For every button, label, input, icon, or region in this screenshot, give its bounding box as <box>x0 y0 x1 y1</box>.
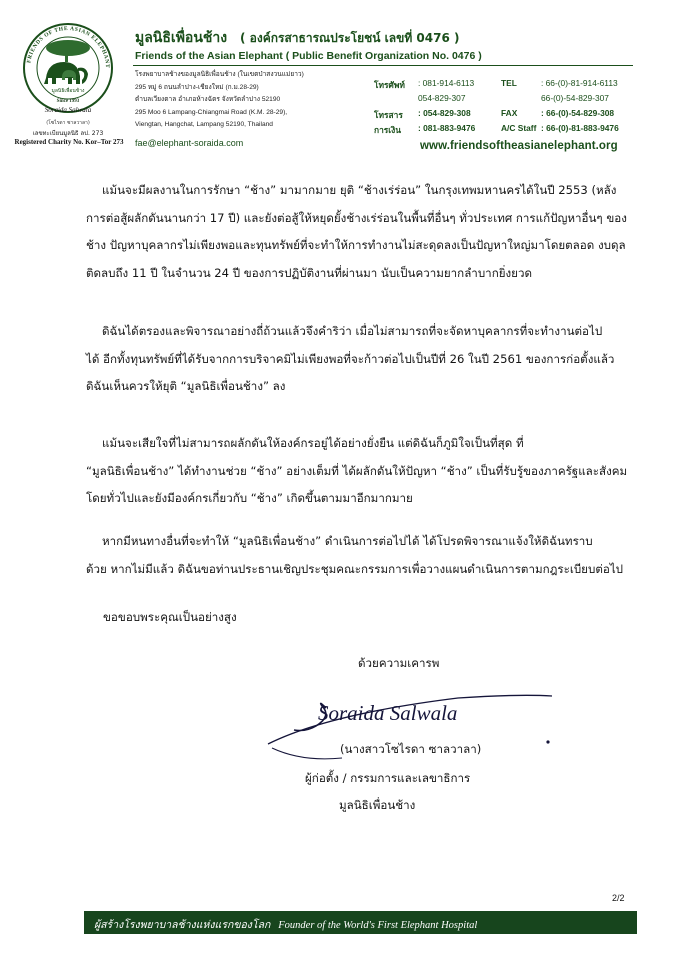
paragraph-3 <box>86 430 638 513</box>
address-th-2: 295 หมู่ 6 ถนนลำปาง-เชียงใหม่ (ก.ม.28-29) <box>135 83 259 91</box>
page-number: 2/2 <box>612 893 625 903</box>
signer-name: (นางสาวโซไรดา ซาลวาลา) <box>340 742 482 756</box>
org-name-th: มูลนิธิเพื่อนช้าง <box>135 30 228 46</box>
org-type-th: ( องค์กรสาธารณประโยชน์ เลขที่ 0476 ) <box>240 31 460 45</box>
org-name-en: Friends of the Asian Elephant ( Public Benefit Organization No. 0476 ) <box>135 50 482 62</box>
logo-ring-text: FRIENDS OF THE ASIAN ELEPHANT <box>26 25 111 69</box>
thanks-line: ขอขอบพระคุณเป็นอย่างสูง <box>103 610 237 624</box>
paragraph-line: โดยทั่วไปและยังมีองค์กรเกี่ยวกับ “ช้าง” เกิดขึ้นตามมาอีกมากมาย <box>86 491 413 505</box>
closing-regards: ด้วยความเคารพ <box>358 656 440 670</box>
contact-label-en: TEL <box>501 78 517 88</box>
contact-label-th: การเงิน <box>374 125 401 135</box>
contact-value-th: 054-829-307 <box>418 93 466 103</box>
contact-value-en: : 66-(0)-81-883-9476 <box>541 123 619 133</box>
org-name-th-line <box>135 27 460 49</box>
email-link[interactable]: fae@elephant-soraida.com <box>135 138 244 148</box>
address-th-1: โรงพยาบาลช้างของมูลนิธิเพื่อนช้าง (ในเขตป่าสงวนแม่ยาว) <box>135 71 304 78</box>
address-en-2: Viengtan, Hangchat, Lampang 52190, Thailand <box>135 121 273 128</box>
address-en-1: 295 Moo 6 Lampang-Chiangmai Road (K.M. 28-29), <box>135 108 288 116</box>
logo-founder-name: (โซไรดา ซาลวาลา) <box>46 120 90 126</box>
paragraph-2 <box>86 318 638 401</box>
footer-text <box>94 916 477 933</box>
paragraph-line: ติดลบถึง 11 ปี ในจำนวน 24 ปี ของการปฏิบัติงานที่ผ่านมา นับเป็นความยากลำบากยิ่งยวด <box>86 265 532 280</box>
contact-value-th: : 081-883-9476 <box>418 123 476 133</box>
contact-value-en: : 66-(0)-54-829-308 <box>541 108 615 118</box>
paragraph-line: แม้นจะเสียใจที่ไม่สามารถผลักดันให้องค์กรอยู่ได้อย่างยั่งยืน แต่ดิฉันก็ภูมิใจเป็นที่สุด ที่ <box>102 436 524 450</box>
contact-label-th: โทรสาร <box>374 110 403 120</box>
logo-since: Since 1993 <box>56 99 80 104</box>
address-th-3: ตำบลเวียงตาล อำเภอห้างฉัตร จังหวัดลำปาง 52190 <box>135 96 281 103</box>
logo-thai-text: มูลนิธิเพื่อนช้าง <box>51 88 85 94</box>
logo-signature: Soraida Salwala <box>44 106 92 114</box>
header-divider <box>133 65 633 66</box>
footer-text-en: Founder of the World's First Elephant Hospital <box>278 920 478 931</box>
paragraph-line: ดิฉันเห็นควรให้ยุติ “มูลนิธิเพื่อนช้าง” ลง <box>86 379 286 393</box>
contact-label-th: โทรศัพท์ <box>374 80 405 90</box>
paragraph-line: ได้ อีกทั้งทุนทรัพย์ที่ได้รับจากการบริจาคมิไม่เพียงพอที่จะก้าวต่อไปเป็นปีที่ 26 ในปี 2561 ของการก่อตั้งแล้ว <box>86 351 615 366</box>
website-link[interactable]: www.friendsoftheasianelephant.org <box>420 140 618 152</box>
contact-value-en: : 66-(0)-81-914-6113 <box>541 78 618 88</box>
paragraph-4 <box>86 528 638 583</box>
registration-en: Registered Charity No. Kor–Tor 273 <box>14 138 124 146</box>
paragraph-line: “มูลนิธิเพื่อนช้าง” ได้ทำงานช่วย “ช้าง” อย่างเต็มที่ ได้ผลักดันให้ปัญหา “ช้าง” เป็นที่รับรู้ของภาครัฐและสังคม <box>86 463 628 478</box>
paragraph-line: ช้าง ปัญหาบุคลากรไม่เพียงพอและทุนทรัพย์ที่จะทำให้การทำงานไม่สะดุดลงเป็นปัญหาใหญ่มาโดยตลอด งบดุล <box>86 238 626 252</box>
paragraph-1 <box>86 177 638 287</box>
contact-value-th: : 081-914-6113 <box>418 78 475 88</box>
paragraph-line: การต่อสู้ผลักดันนานกว่า 17 ปี) และยังต่อสู้ให้หยุดยั้งช้างเร่ร่อนในพื้นที่อื่นๆ ทั่วประเทศ การแก้ปัญหาอื่นๆ ของ <box>86 210 627 225</box>
contact-label-en: FAX <box>501 108 518 118</box>
paragraph-line: แม้นจะมีผลงานในการรักษา “ช้าง” มามากมาย ยุติ “ช้างเร่ร่อน” ในกรุงเทพมหานครได้ในปี 2553 (หลัง <box>102 183 617 197</box>
signer-org: มูลนิธิเพื่อนช้าง <box>339 798 416 812</box>
footer-text-th: ผู้สร้างโรงพยาบาลช้างแห่งแรกของโลก <box>94 920 271 931</box>
address-block <box>135 69 373 132</box>
contact-value-en: 66-(0)-54-829-307 <box>541 93 609 103</box>
paragraph-line: ดิฉันได้ตรองและพิจารณาอย่างถี่ถ้วนแล้วจึงคำริว่า เมื่อไม่สามารถที่จะจัดหาบุคลากรที่จะทำงานต่อไป <box>102 324 603 338</box>
paragraph-line: ด้วย หากไม่มีแล้ว ดิฉันขอท่านประธานเชิญประชุมคณะกรรมการเพื่อวางแผนดำเนินการตามกฎระเบียบต่อไป <box>86 561 624 576</box>
registration-th: เลขทะเบียนมูลนิธิ ลป. 273 <box>32 130 104 137</box>
contact-block <box>374 78 636 140</box>
paragraph-line: หากมีหนทางอื่นที่จะทำให้ “มูลนิธิเพื่อนช้าง” ดำเนินการต่อไปได้ ได้โปรดพิจารณาแจ้งให้ดิฉันทราบ <box>102 534 593 548</box>
contact-value-th: : 054-829-308 <box>418 108 471 118</box>
signer-title: ผู้ก่อตั้ง / กรรมการและเลขาธิการ <box>305 771 471 785</box>
signature-text: Soraida Salwala <box>318 701 458 725</box>
contact-label-en: A/C Staff <box>501 123 537 133</box>
